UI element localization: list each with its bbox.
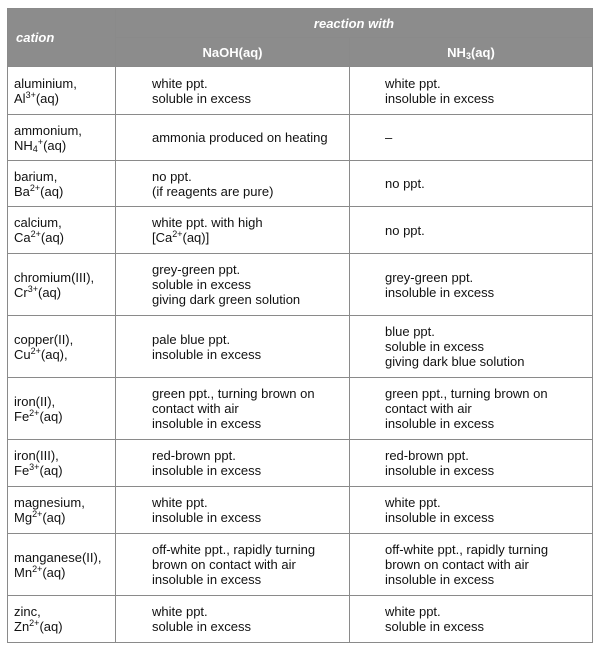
naoh-result-line: pale blue ppt. [152,331,231,347]
ion-symbol: Zn [14,619,30,634]
cation-cell [8,316,116,378]
table-row [8,316,593,378]
cation-ion-formula [14,510,115,525]
ion-charge: 2+ [30,229,41,239]
ion-state: (aq) [35,90,59,106]
cation-ion-formula [14,409,115,424]
table-row [8,596,593,643]
ion-state: (aq) [37,284,62,300]
nh3-result [350,316,593,378]
nh3-result-line: off-white ppt., rapidly turning [385,542,549,557]
ion-charge: 2+ [29,407,40,418]
cation-cell [8,596,116,643]
table-body [8,67,593,643]
naoh-result-line: white ppt. with high [152,215,263,230]
cation-name: manganese(II), [14,549,102,565]
cation-cell [8,161,116,207]
cation-cell [8,115,116,161]
nh3-result-line: giving dark blue solution [385,354,525,369]
nh3-result-line: insoluble in excess [385,284,495,300]
naoh-result [116,67,350,115]
cation-name: copper(II), [14,331,74,347]
cation-reactions-table [7,8,593,643]
cation-cell [8,207,116,254]
naoh-result [116,207,350,254]
naoh-result [116,487,350,534]
ion-charge: 3+ [27,283,38,294]
nh3-result-line: white ppt. [385,75,441,91]
naoh-result [116,161,350,207]
naoh-result [116,378,350,440]
ion-charge: 2+ [172,229,183,239]
naoh-result-line: no ppt. [152,168,192,184]
naoh-result-line: (if reagents are pure) [152,183,274,199]
table-row [8,67,593,115]
ion-charge: 2+ [32,509,43,519]
nh3-result-line: soluble in excess [385,619,484,634]
nh3-result [350,67,593,115]
nh3-result [350,534,593,596]
nh3-result-line: grey-green ppt. [385,269,474,285]
nh3-result-line: white ppt. [385,604,441,619]
cation-cell [8,534,116,596]
table-row [8,161,593,207]
header-naoh: NaOH(aq) [116,38,350,67]
ion-subscript: 4 [32,143,38,154]
cation-name: iron(II), [14,393,56,409]
naoh-result-line: green ppt., turning brown on [152,386,315,401]
ion-symbol: NH [14,137,33,153]
naoh-result [116,254,350,316]
naoh-result-line: insoluble in excess [152,510,262,525]
naoh-result [116,440,350,487]
nh3-result [350,115,593,161]
nh3-result-line: no ppt. [385,222,425,238]
naoh-result-line: brown on contact with air [152,557,296,572]
table-row [8,254,593,316]
naoh-result-line: insoluble in excess [152,416,262,431]
nh3-result [350,254,593,316]
naoh-result-line: ammonia produced on heating [152,130,328,145]
nh3-result-line: – [385,130,393,145]
nh3-result-line: soluble in excess [385,339,484,354]
ion-charge: 2+ [29,182,41,193]
nh3-result [350,378,593,440]
cation-name: ammonium, [14,122,82,138]
naoh-result-line: soluble in excess [152,90,251,106]
header-cation: cation [8,9,116,67]
naoh-result [116,534,350,596]
ion-state: (aq) [39,619,63,634]
ion-charge: 2+ [32,563,43,574]
cation-ion-formula [14,138,115,153]
header-reaction-with: reaction with [116,9,593,38]
table-row [8,534,593,596]
cation-cell [8,378,116,440]
ion-symbol: Mg [14,510,33,525]
cation-ion-formula [14,91,115,106]
nh3-result [350,487,593,534]
ion-state: (aq) [40,230,65,245]
naoh-result-line: $[Ca^{2+}(aq)]$ [152,229,210,245]
naoh-result-line: insoluble in excess [152,346,262,362]
table-row [8,207,593,254]
nh3-result-line: red-brown ppt. [385,448,469,463]
cation-name: magnesium, [14,495,85,510]
ion-state: (aq) [39,408,63,424]
cation-cell [8,487,116,534]
cation-ion-formula [14,463,115,478]
cation-ion-formula [14,184,115,199]
nh3-result-line: insoluble in excess [385,572,495,587]
cation-ion-formula [14,230,115,245]
naoh-result [116,115,350,161]
table-row [8,487,593,534]
ion-charge: 2+ [30,345,41,356]
nh3-result [350,596,593,643]
nh3-result [350,207,593,254]
ion-state: (aq) [43,137,67,153]
naoh-result-line: off-white ppt., rapidly turning [152,542,316,557]
ion-state: (aq) [42,564,66,580]
nh3-result-line: blue ppt. [385,324,435,339]
naoh-result-line: insoluble in excess [152,463,262,478]
header-nh3: $NH_3(aq)$ [350,38,593,67]
ion-state: (aq) [40,183,64,199]
naoh-result-line: giving dark green solution [152,292,301,307]
nh3-result-line: no ppt. [385,176,425,191]
cation-name: iron(III), [14,448,59,463]
naoh-result [116,316,350,378]
cation-cell [8,67,116,115]
nh3-result-line: green ppt., turning brown on [385,386,548,401]
naoh-result-line: white ppt. [152,75,208,91]
ion-symbol: Mn [14,564,33,580]
naoh-result-line: white ppt. [152,604,208,619]
ion-symbol: Ca [14,230,31,245]
ion-state: (aq), [40,346,68,362]
cation-ion-formula [14,565,115,580]
table-row [8,115,593,161]
ion-symbol: Fe [14,463,30,478]
naoh-result-line: soluble in excess [152,277,251,292]
ion-symbol: Fe [14,408,30,424]
nh3-result-line: insoluble in excess [385,416,495,431]
nh3-result-line: brown on contact with air [385,557,529,572]
cation-name: zinc, [14,604,41,619]
cation-ion-formula [14,285,115,300]
cation-name: chromium(III), [14,269,95,285]
ion-state: (aq) [42,510,66,525]
nh3-result-line: contact with air [385,401,472,416]
ion-symbol: Cr [14,284,28,300]
table-row [8,378,593,440]
naoh-result [116,596,350,643]
cation-name: barium, [14,168,58,184]
ion-charge: 3+ [29,462,40,472]
cation-ion-formula [14,619,115,634]
cation-cell [8,254,116,316]
naoh-result-line: grey-green ppt. [152,262,241,277]
cation-name: aluminium, [14,75,77,91]
nh3-result [350,440,593,487]
naoh-result-line: soluble in excess [152,619,251,634]
nh3-result-line: insoluble in excess [385,463,495,478]
ion-symbol: Ba [14,183,30,199]
naoh-result-line: insoluble in excess [152,572,262,587]
ion-charge: 3+ [25,89,36,100]
nh3-result [350,161,593,207]
cation-ion-formula [14,347,115,362]
nh3-result-line: insoluble in excess [385,510,495,525]
ion-symbol: Al [14,90,26,106]
ion-state: (aq) [39,463,63,478]
naoh-result-line: red-brown ppt. [152,448,236,463]
ion-charge: 2+ [29,618,40,628]
ion-charge: + [37,136,44,147]
nh3-result-line: insoluble in excess [385,90,495,106]
naoh-result-line: white ppt. [152,495,208,510]
nh3-result-line: white ppt. [385,495,441,510]
naoh-result-line: contact with air [152,401,239,416]
cation-name: calcium, [14,215,62,230]
cation-cell [8,440,116,487]
ion-symbol: Cu [14,346,31,362]
table-row [8,440,593,487]
